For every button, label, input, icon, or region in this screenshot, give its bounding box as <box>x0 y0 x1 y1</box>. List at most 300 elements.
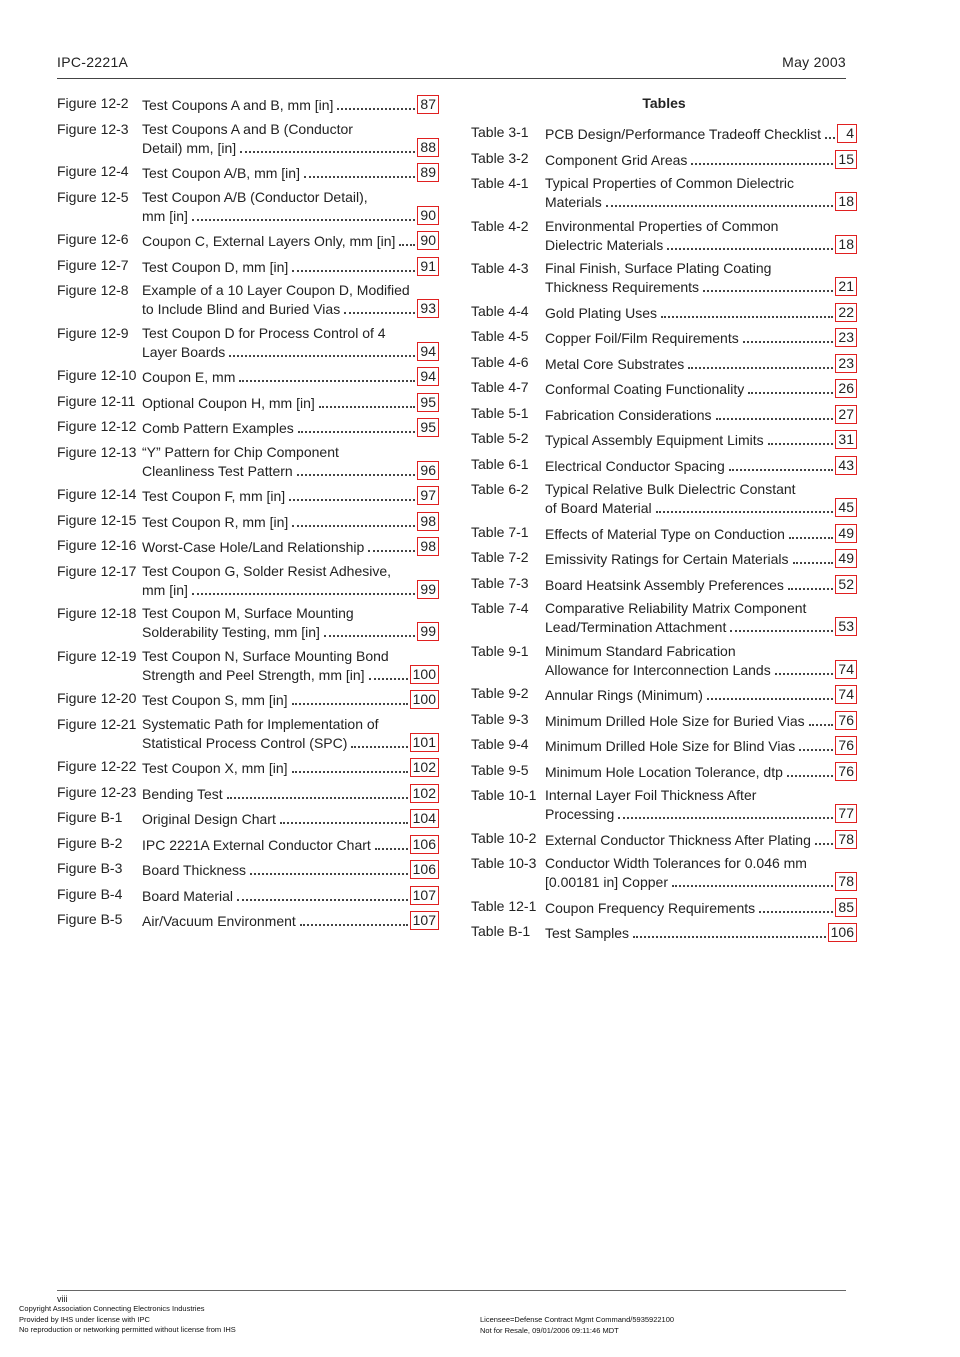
entry-label: Table 4-1 <box>471 175 529 191</box>
dot-leader <box>292 703 408 705</box>
entry-title: Minimum Standard Fabrication <box>545 642 736 659</box>
dot-leader <box>337 108 415 110</box>
dot-leader <box>788 588 834 590</box>
table-entry[interactable] <box>471 923 857 942</box>
table-entry[interactable] <box>471 430 857 449</box>
dot-leader <box>344 312 415 314</box>
page-number-link[interactable]: 88 <box>417 138 439 157</box>
entry-label: Figure 12-14 <box>57 486 137 502</box>
table-entry[interactable] <box>471 711 857 730</box>
footer-rule <box>57 1290 846 1291</box>
entry-label: Figure 12-5 <box>57 188 129 205</box>
dot-leader <box>743 341 834 343</box>
dot-leader <box>375 848 408 850</box>
page-number-link[interactable]: 76 <box>835 711 857 730</box>
dot-leader <box>809 724 834 726</box>
entry-title: Test Coupon X, mm [in] <box>142 760 288 776</box>
dot-leader <box>240 151 415 153</box>
table-entry[interactable] <box>471 354 857 373</box>
figure-entry[interactable] <box>57 189 439 225</box>
entry-label: Table 4-5 <box>471 328 529 344</box>
dot-leader <box>369 678 408 680</box>
entry-title: mm [in] <box>142 581 188 598</box>
footer-line: Licensee=Defense Contract Mgmt Command/5935922100 <box>480 1315 675 1324</box>
entry-title: Worst-Case Hole/Land Relationship <box>142 539 365 555</box>
footer-line: No reproduction or networking permitted without license from IHS <box>19 1325 236 1334</box>
dot-leader <box>667 248 833 250</box>
figure-entry[interactable] <box>57 367 439 386</box>
dot-leader <box>227 797 408 799</box>
entry-title: Coupon Frequency Requirements <box>545 899 756 916</box>
dot-leader <box>787 775 834 777</box>
table-entry[interactable] <box>471 218 857 254</box>
figure-entry[interactable] <box>57 758 439 777</box>
table-entry[interactable] <box>471 456 857 475</box>
entry-title: Final Finish, Surface Plating Coating <box>545 260 772 276</box>
page-number-link[interactable]: 26 <box>835 379 857 398</box>
page-number-link[interactable]: 94 <box>417 367 439 386</box>
figure-entry[interactable] <box>57 860 439 879</box>
page-number-link[interactable]: 100 <box>410 665 439 684</box>
entry-label: Figure 12-19 <box>57 647 137 664</box>
entry-title: Board Thickness <box>142 862 247 878</box>
page-number-link[interactable]: 102 <box>410 758 439 777</box>
tables-list <box>471 95 857 949</box>
entry-title: Test Coupon D for Process Control of 4 <box>142 324 386 341</box>
dot-leader <box>192 219 416 221</box>
dot-leader <box>618 817 833 819</box>
footer-license <box>480 1315 674 1336</box>
dot-leader <box>606 205 834 207</box>
entry-label: Table 10-3 <box>471 855 537 871</box>
entry-label: Figure 12-15 <box>57 511 137 528</box>
entry-title: Detail) mm, [in] <box>142 139 237 156</box>
figure-entry[interactable] <box>57 121 439 157</box>
entry-title: Coupon C, External Layers Only, mm [in] <box>142 233 396 249</box>
table-entry[interactable] <box>471 150 857 169</box>
dot-leader <box>825 137 835 139</box>
page-number-link[interactable]: 90 <box>417 206 439 225</box>
entry-title: Board Heatsink Assembly Preferences <box>545 576 784 593</box>
entry-title: mm [in] <box>142 207 188 224</box>
dot-leader <box>324 635 415 637</box>
entry-label: Table 5-1 <box>471 404 529 421</box>
entry-label: Figure 12-13 <box>57 443 137 460</box>
entry-label: Table 3-2 <box>471 149 529 166</box>
page-number-link[interactable]: 49 <box>835 524 857 543</box>
page-number-link[interactable]: 77 <box>835 804 857 823</box>
page-number-link[interactable]: 106 <box>410 860 439 879</box>
entry-label: Table 6-1 <box>471 455 529 472</box>
figure-entry[interactable] <box>57 163 439 182</box>
entry-title: Comb Pattern Examples <box>142 420 294 436</box>
page-number-link[interactable]: 89 <box>417 163 439 182</box>
dot-leader <box>656 511 834 513</box>
table-entry[interactable] <box>471 762 857 781</box>
figure-entry[interactable] <box>57 512 439 531</box>
entry-label: Figure B-4 <box>57 885 123 902</box>
page-number-link[interactable]: 87 <box>417 95 439 114</box>
entry-title: Gold Plating Uses <box>545 304 658 321</box>
page-number-link[interactable]: 101 <box>410 733 439 752</box>
page-number-link[interactable]: 76 <box>835 736 857 755</box>
dot-leader <box>730 630 833 632</box>
entry-label: Table 7-1 <box>471 523 529 540</box>
table-entry[interactable] <box>471 898 857 917</box>
tables-heading: Tables <box>642 95 686 111</box>
figure-entry[interactable] <box>57 648 439 684</box>
entry-title: Test Coupon D, mm [in] <box>142 258 289 275</box>
table-entry[interactable] <box>471 524 857 543</box>
entry-label: Figure 12-9 <box>57 324 129 341</box>
page-number-link[interactable]: 76 <box>835 762 857 781</box>
entry-label: Table 10-2 <box>471 829 537 846</box>
entry-label: Table 9-5 <box>471 761 529 778</box>
entry-label: Figure 12-8 <box>57 282 129 298</box>
page-number-link[interactable]: 99 <box>417 580 439 599</box>
page-number-link[interactable]: 78 <box>835 872 857 891</box>
page-number-link[interactable]: 91 <box>417 257 439 276</box>
page-number-link[interactable]: 107 <box>410 911 439 930</box>
figure-entry[interactable] <box>57 716 439 752</box>
footer-line: Provided by IHS under license with IPC <box>19 1314 150 1324</box>
figure-entry[interactable] <box>57 835 439 854</box>
dot-leader <box>368 550 415 552</box>
entry-title: Allowance for Interconnection Lands <box>545 661 771 678</box>
dot-leader <box>691 163 833 165</box>
page-number-link[interactable]: 4 <box>837 124 857 143</box>
entry-title: IPC 2221A External Conductor Chart <box>142 836 371 853</box>
entry-label: Table 12-1 <box>471 897 537 914</box>
page-number-link[interactable]: 99 <box>417 622 439 641</box>
page-number-link[interactable]: 95 <box>417 393 439 412</box>
figure-entry[interactable] <box>57 257 439 276</box>
entry-title: Test Coupon N, Surface Mounting Bond <box>142 647 389 664</box>
entry-label: Table 4-4 <box>471 302 529 319</box>
entry-title: Environmental Properties of Common <box>545 217 779 234</box>
footer-copyright <box>19 1304 236 1336</box>
page-number-link[interactable]: 98 <box>417 512 439 531</box>
entry-title: Test Coupons A and B (Conductor <box>142 120 353 137</box>
entry-label: Figure 12-7 <box>57 256 129 273</box>
entry-title: Test Coupon S, mm [in] <box>142 692 288 708</box>
page-number-link[interactable]: 78 <box>835 830 857 849</box>
dot-leader <box>289 499 415 501</box>
figure-entry[interactable] <box>57 563 439 599</box>
entry-title: Strength and Peel Strength, mm [in] <box>142 666 365 683</box>
table-entry[interactable] <box>471 600 857 636</box>
page-number-link[interactable]: 85 <box>835 898 857 917</box>
entry-title: Minimum Drilled Hole Size for Blind Vias <box>545 738 796 754</box>
entry-label: Table 9-2 <box>471 685 529 701</box>
page-number-link[interactable]: 102 <box>410 784 439 803</box>
entry-label: Figure 12-3 <box>57 120 129 137</box>
figure-entry[interactable] <box>57 486 439 505</box>
entry-title: Component Grid Areas <box>545 151 688 168</box>
entry-title: Original Design Chart <box>142 811 276 827</box>
dot-leader <box>688 367 833 369</box>
entry-label: Figure B-5 <box>57 911 123 927</box>
dot-leader <box>707 698 833 700</box>
dot-leader <box>399 244 415 246</box>
entry-title: Comparative Reliability Matrix Component <box>545 600 807 616</box>
table-entry[interactable] <box>471 643 857 679</box>
page-number-link[interactable]: 95 <box>417 418 439 437</box>
entry-label: Figure 12-11 <box>57 392 136 409</box>
figure-entry[interactable] <box>57 231 439 250</box>
dot-leader <box>768 443 834 445</box>
table-entry[interactable] <box>471 379 857 398</box>
dot-leader <box>297 474 416 476</box>
entry-title: Layer Boards <box>142 343 226 360</box>
page-number-link[interactable]: 18 <box>835 192 857 211</box>
entry-title: Electrical Conductor Spacing <box>545 457 725 474</box>
page-number-link[interactable]: 45 <box>835 498 857 517</box>
figure-entry[interactable] <box>57 282 439 318</box>
entry-label: Table 4-3 <box>471 260 529 276</box>
dot-leader <box>292 771 408 773</box>
entry-label: Figure 12-21 <box>57 715 137 732</box>
entry-label: Table 4-7 <box>471 379 529 395</box>
entry-title: Test Coupon M, Surface Mounting <box>142 605 354 621</box>
entry-label: Figure B-1 <box>57 809 123 825</box>
figure-entry[interactable] <box>57 418 439 437</box>
entry-label: Figure B-2 <box>57 834 123 851</box>
entry-label: Figure 12-10 <box>57 367 137 383</box>
dot-leader <box>672 885 833 887</box>
entry-title: Minimum Hole Location Tolerance, dtp <box>545 763 783 780</box>
entry-label: Figure 12-17 <box>57 562 137 579</box>
entry-label: Figure 12-16 <box>57 537 137 553</box>
footer-line: Not for Resale, 09/01/2006 09:11:46 MDT <box>480 1325 619 1335</box>
entry-title: Internal Layer Foil Thickness After <box>545 787 757 803</box>
entry-title: Test Coupons A and B, mm [in] <box>142 97 334 113</box>
entry-title: Test Coupon A/B (Conductor Detail), <box>142 188 368 205</box>
entry-title: Coupon E, mm <box>142 369 236 385</box>
page-number-link[interactable]: 100 <box>410 690 439 709</box>
entry-title: Fabrication Considerations <box>545 406 712 423</box>
entry-title: PCB Design/Performance Tradeoff Checklist <box>545 126 821 142</box>
table-entry[interactable] <box>471 685 857 704</box>
dot-leader <box>799 749 833 751</box>
page-number-link[interactable]: 27 <box>835 405 857 424</box>
dot-leader <box>292 525 415 527</box>
figure-entry[interactable] <box>57 911 439 930</box>
entry-label: Figure 12-23 <box>57 783 137 800</box>
page-number-link[interactable]: 15 <box>835 150 857 169</box>
table-entry[interactable] <box>471 549 857 568</box>
header-rule <box>57 78 846 79</box>
entry-title: Thickness Requirements <box>545 279 700 295</box>
dot-leader <box>304 176 415 178</box>
dot-leader <box>319 406 416 408</box>
entry-label: Table 3-1 <box>471 124 529 140</box>
page-number: viii <box>57 1294 68 1304</box>
page-number-link[interactable]: 98 <box>417 537 439 556</box>
entry-title: Minimum Drilled Hole Size for Buried Vias <box>545 712 805 729</box>
page-number-link[interactable]: 97 <box>417 486 439 505</box>
entry-title: to Include Blind and Buried Vias <box>142 301 341 317</box>
dot-leader <box>292 270 415 272</box>
page-number-link[interactable]: 23 <box>835 328 857 347</box>
entry-title: Optional Coupon H, mm [in] <box>142 394 315 411</box>
entry-label: Table 7-4 <box>471 600 529 616</box>
entry-label: Table 9-4 <box>471 736 529 752</box>
entry-label: Figure 12-6 <box>57 231 129 247</box>
entry-title: Systematic Path for Implementation of <box>142 715 379 732</box>
dot-leader <box>661 316 833 318</box>
entry-title: Test Samples <box>545 925 630 941</box>
entry-title: Solderability Testing, mm [in] <box>142 624 320 640</box>
figure-entry[interactable] <box>57 95 439 114</box>
entry-label: Table 6-2 <box>471 481 529 497</box>
entry-title: Materials <box>545 194 602 210</box>
table-entry[interactable] <box>471 481 857 517</box>
dot-leader <box>759 911 833 913</box>
dot-leader <box>280 822 408 824</box>
dot-leader <box>716 418 834 420</box>
entry-title: Emissivity Ratings for Certain Materials <box>545 551 789 567</box>
entry-label: Table 4-6 <box>471 353 529 370</box>
table-entry[interactable] <box>471 830 857 849</box>
entry-label: Figure 12-2 <box>57 95 129 111</box>
dot-leader <box>239 380 415 382</box>
entry-title: Conductor Width Tolerances for 0.046 mm <box>545 855 807 871</box>
entry-title: Test Coupon F, mm [in] <box>142 488 286 504</box>
dot-leader <box>237 899 408 901</box>
entry-title: Board Material <box>142 887 234 904</box>
entry-title: Bending Test <box>142 785 223 802</box>
figure-entry[interactable] <box>57 444 439 480</box>
dot-leader <box>229 355 415 357</box>
entry-title: Conformal Coating Functionality <box>545 381 745 397</box>
page-number-link[interactable]: 53 <box>835 617 857 636</box>
entry-title: Typical Assembly Equipment Limits <box>545 432 764 448</box>
entry-title: Test Coupon A/B, mm [in] <box>142 165 300 181</box>
page-number-link[interactable]: 106 <box>410 835 439 854</box>
page-number-link[interactable]: 74 <box>835 685 857 704</box>
entry-title: Example of a 10 Layer Coupon D, Modified <box>142 282 410 298</box>
figure-entry[interactable] <box>57 605 439 641</box>
table-entry[interactable] <box>471 124 857 143</box>
page-number-link[interactable]: 107 <box>410 886 439 905</box>
page-number-link[interactable]: 31 <box>835 430 857 449</box>
figure-entry[interactable] <box>57 325 439 361</box>
page-number-link[interactable]: 93 <box>417 299 439 318</box>
page-number-link[interactable]: 90 <box>417 231 439 250</box>
entry-title: Typical Properties of Common Dielectric <box>545 175 794 191</box>
page-number-link[interactable]: 23 <box>835 354 857 373</box>
entry-title: Test Coupon G, Solder Resist Adhesive, <box>142 562 392 579</box>
entry-label: Figure B-3 <box>57 860 123 876</box>
dot-leader <box>192 593 416 595</box>
dot-leader <box>789 537 833 539</box>
entry-title: Effects of Material Type on Conduction <box>545 525 785 542</box>
table-entry[interactable] <box>471 175 857 211</box>
entry-title: Copper Foil/Film Requirements <box>545 330 739 346</box>
figure-entry[interactable] <box>57 537 439 556</box>
dot-leader <box>793 562 834 564</box>
entry-label: Table B-1 <box>471 923 531 939</box>
table-entry[interactable] <box>471 260 857 296</box>
dot-leader <box>729 469 834 471</box>
entry-title: “Y” Pattern for Chip Component <box>142 443 339 460</box>
dot-leader <box>815 843 834 845</box>
figure-entry[interactable] <box>57 784 439 803</box>
table-entry[interactable] <box>471 575 857 594</box>
entry-label: Figure 12-4 <box>57 163 129 179</box>
entry-title: Lead/Termination Attachment <box>545 619 727 635</box>
entry-title: Typical Relative Bulk Dielectric Constant <box>545 481 796 497</box>
dot-leader <box>633 936 826 938</box>
dot-leader <box>250 873 408 875</box>
page-number-link[interactable]: 49 <box>835 549 857 568</box>
page-number-link[interactable]: 74 <box>835 660 857 679</box>
document-id: IPC-2221A <box>57 54 129 70</box>
page-number-link[interactable]: 18 <box>835 235 857 254</box>
figure-entry[interactable] <box>57 886 439 905</box>
entry-label: Table 4-2 <box>471 217 529 234</box>
page-number-link[interactable]: 52 <box>835 575 857 594</box>
entry-title: Test Coupon R, mm [in] <box>142 513 289 530</box>
table-entry[interactable] <box>471 855 857 891</box>
entry-title: [0.00181 in] Copper <box>545 874 668 890</box>
table-entry[interactable] <box>471 303 857 322</box>
figures-list <box>57 95 439 937</box>
entry-title: External Conductor Thickness After Plating <box>545 831 811 848</box>
page-number-link[interactable]: 96 <box>417 461 439 480</box>
entry-title: Dielectric Materials <box>545 236 664 253</box>
figure-entry[interactable] <box>57 690 439 709</box>
figure-entry[interactable] <box>57 809 439 828</box>
page-number-link[interactable]: 21 <box>835 277 857 296</box>
page-number-link[interactable]: 43 <box>835 456 857 475</box>
dot-leader <box>775 673 834 675</box>
table-entry[interactable] <box>471 405 857 424</box>
table-entry[interactable] <box>471 328 857 347</box>
dot-leader <box>748 392 833 394</box>
entry-title: of Board Material <box>545 500 652 516</box>
dot-leader <box>298 431 416 433</box>
entry-label: Figure 12-22 <box>57 758 137 774</box>
entry-label: Table 7-2 <box>471 549 529 565</box>
entry-title: Processing <box>545 806 615 822</box>
entry-label: Figure 12-12 <box>57 418 137 434</box>
entry-title: Air/Vacuum Environment <box>142 913 296 929</box>
document-date: May 2003 <box>782 54 846 70</box>
entry-title: Cleanliness Test Pattern <box>142 462 293 479</box>
entry-title: Annular Rings (Minimum) <box>545 687 703 703</box>
page-number-link[interactable]: 104 <box>410 809 439 828</box>
page-number-link[interactable]: 106 <box>828 923 857 942</box>
entry-label: Table 5-2 <box>471 430 529 446</box>
table-entry[interactable] <box>471 736 857 755</box>
entry-label: Table 9-1 <box>471 642 529 659</box>
entry-label: Table 7-3 <box>471 574 529 591</box>
entry-label: Table 10-1 <box>471 787 537 803</box>
entry-title: Metal Core Substrates <box>545 355 685 372</box>
page-number-link[interactable]: 22 <box>835 303 857 322</box>
page-number-link[interactable]: 94 <box>417 342 439 361</box>
figure-entry[interactable] <box>57 393 439 412</box>
dot-leader <box>351 746 407 748</box>
dot-leader <box>703 290 833 292</box>
entry-label: Figure 12-18 <box>57 605 137 621</box>
entry-label: Figure 12-20 <box>57 690 137 706</box>
table-entry[interactable] <box>471 787 857 823</box>
entry-label: Table 9-3 <box>471 710 529 727</box>
footer-line: Copyright Association Connecting Electronics Industries <box>19 1304 205 1313</box>
